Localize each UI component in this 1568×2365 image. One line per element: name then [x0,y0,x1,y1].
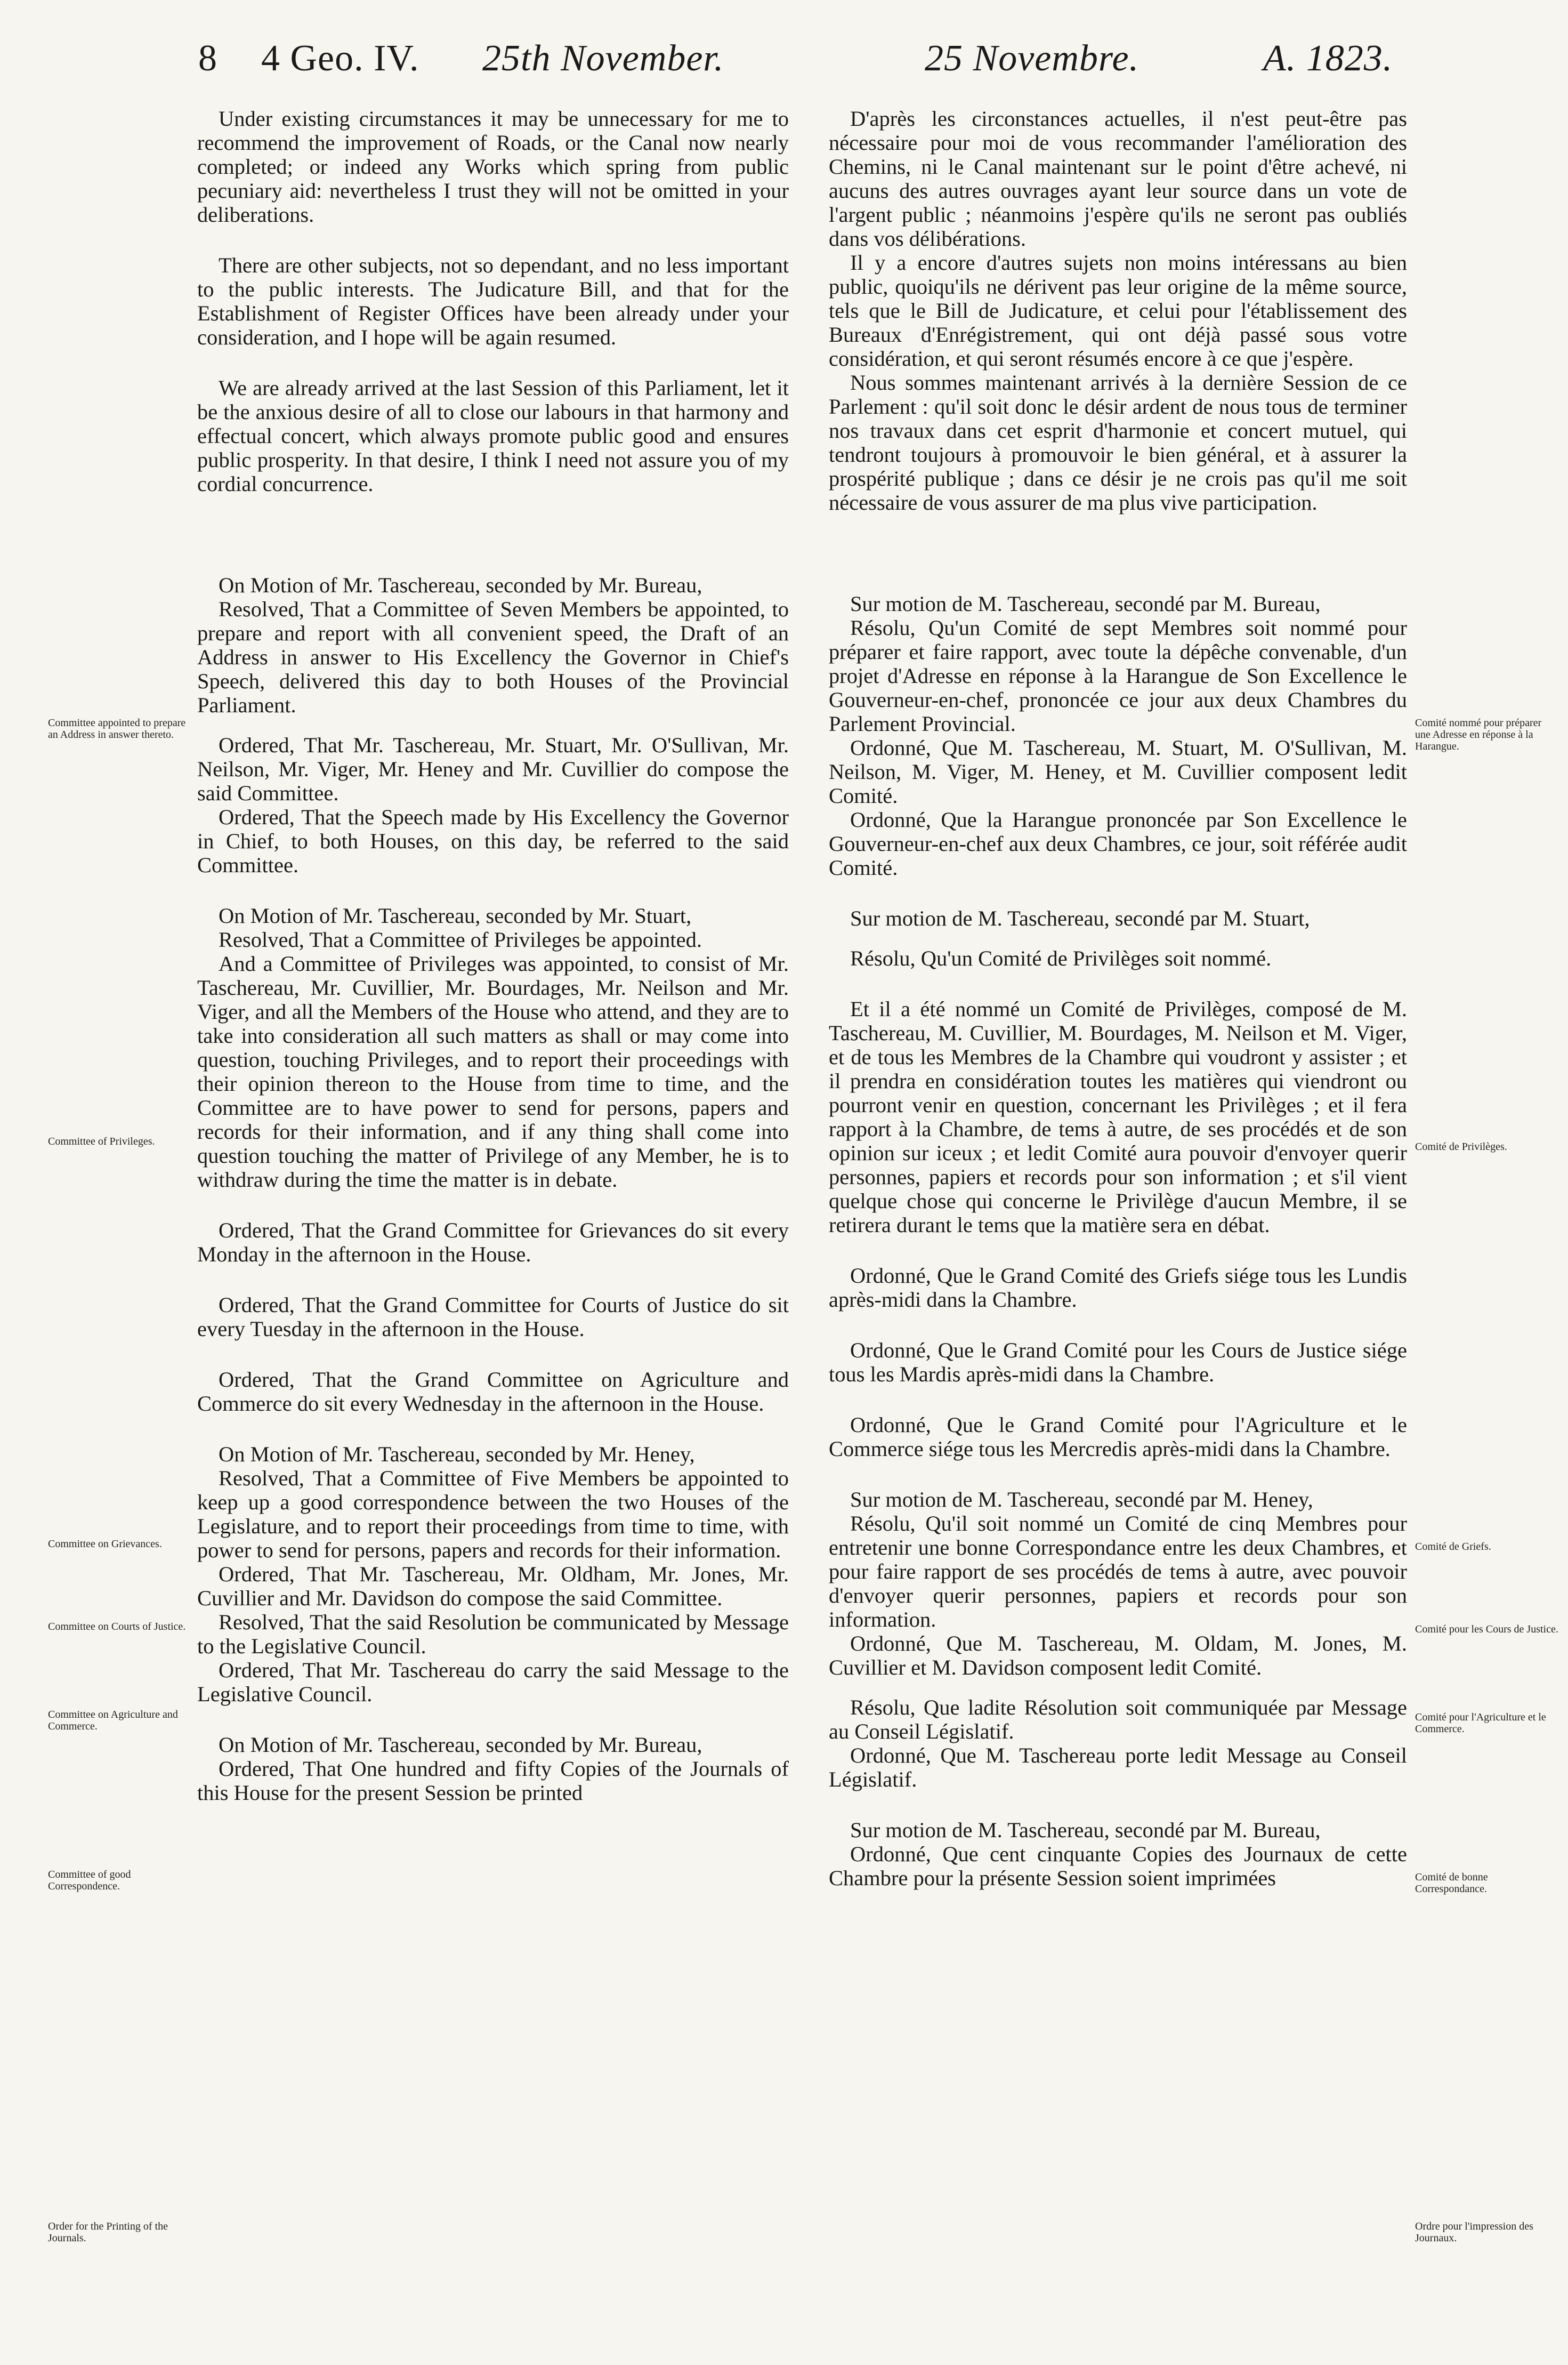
margin-note-grievances: Committee on Grievances. [48,1538,162,1550]
en-para: Resolved, That a Committee of Privileges be appointed. [219,928,702,952]
en-para: On Motion of Mr. Taschereau, seconded by Mr. Stuart, [219,904,692,928]
margin-note-fr-courts: Comité pour les Cours de Justice. [1415,1623,1558,1635]
en-para: On Motion of Mr. Taschereau, seconded by Mr. Heney, [219,1442,695,1466]
fr-para: Sur motion de M. Taschereau, secondé par M. Heney, [850,1487,1313,1511]
fr-para: Ordonné, Que la Harangue prononcée par Son Excellence le Gouverneur-en-chef aux deux Chambres, ce jour, soit référée audit Comité. [829,808,1407,880]
fr-para: Sur motion de M. Taschereau, secondé par M. Bureau, [850,592,1321,616]
fr-para: Ordonné, Que M. Taschereau, M. Oldam, M. Jones, M. Cuvillier et M. Davidson composent ledit Comité. [829,1631,1407,1679]
margin-note-journals: Order for the Printing of the Journals. [48,2221,168,2244]
en-para: Resolved, That the said Resolution be communicated by Message to the Legislative Council. [197,1610,789,1658]
margin-note-courts: Committee on Courts of Justice. [48,1621,186,1632]
fr-para: D'après les circonstances actuelles, il n'est peut-être pas nécessaire pour moi de vous recommander l'amélioration des Chemins, ni le Canal maintenant sur le point d'être achevé, ni aucuns des autres ouvrages ayant leur source dans un vote de l'argent public ; néanmoins j'espère qu'ils ne seront pas oubliés dans vos délibérations. [829,107,1407,251]
french-column [829,107,1407,1890]
en-para: Ordered, That One hundred and fifty Copies of the Journals of this House for the present Session be printed [197,1757,789,1805]
fr-para: Ordonné, Que M. Taschereau porte ledit Message au Conseil Législatif. [829,1743,1407,1791]
fr-para: Résolu, Que ladite Résolution soit communiquée par Message au Conseil Législatif. [829,1695,1407,1743]
en-para: Under existing circumstances it may be unnecessary for me to recommend the improvement of Roads, or the Canal now nearly completed; or indeed any Works which spring from public pecuniary aid: nevertheless I trust they will not be omitted in your deliberations. [197,107,789,227]
margin-note-fr-privileges: Comité de Privilèges. [1415,1141,1507,1153]
date-french-text: 25 Novembre. [925,38,1139,79]
en-para: Ordered, That the Grand Committee for Grievances do sit every Monday in the afternoon in the House. [197,1218,789,1266]
en-para: Ordered, That the Grand Committee for Courts of Justice do sit every Tuesday in the afternoon in the House. [197,1293,789,1341]
margin-note-fr-journals: Ordre pour l'impression des Journaux. [1415,2221,1533,2244]
en-para: Resolved, That a Committee of Five Members be appointed to keep up a good correspondence between the two Houses of the Legislature, and to report their proceedings from time to time, with power to send for persons, papers and records for their information. [197,1466,789,1562]
margin-note-fr-agriculture: Comité pour l'Agriculture et le Commerce. [1415,1711,1546,1735]
en-para: Ordered, That Mr. Taschereau, Mr. Oldham, Mr. Jones, Mr. Cuvillier and Mr. Davidson do compose the said Committee. [197,1562,789,1610]
en-para: Resolved, That a Committee of Seven Members be appointed, to prepare and report with all convenient speed, the Draft of an Address in answer to His Excellency the Governor in Chief's Speech, delivered this day to both Houses of the Provincial Parliament. [197,597,789,717]
margin-note-correspondence: Committee of good Correspondence. [48,1869,131,1892]
fr-para: Et il a été nommé un Comité de Privilèges, composé de M. Taschereau, M. Cuvillier, M. Bourdages, M. Neilson et M. Viger, et de tous les Membres de la Chambre qui voudront y assister ; et il prendra en considération toutes les matières qui viendront ou pourront venir en question, concernant les Privilèges ; et il fera rapport à la Chambre, de tems à autre, de ses procédés et de son opinion sur iceux ; et ledit Comité aura pouvoir d'envoyer querir personnes, papiers et records pour son information ; et s'il vient quelque chose qui concerne le Privilège d'aucun Membre, il se retirera durant le tems que la matière sera en débat. [829,997,1407,1237]
fr-para: Sur motion de M. Taschereau, secondé par M. Bureau, [850,1818,1321,1842]
fr-para: Ordonné, Que le Grand Comité pour l'Agriculture et le Commerce siége tous les Mercredis après-midi dans la Chambre. [829,1413,1407,1461]
en-para: Ordered, That the Speech made by His Excellency the Governor in Chief, to both Houses, on this day, be referred to the said Committee. [197,805,789,877]
fr-para: Ordonné, Que le Grand Comité pour les Cours de Justice siége tous les Mardis après-midi dans la Chambre. [829,1338,1407,1386]
margin-note-agriculture: Committee on Agriculture and Commerce. [48,1709,178,1732]
fr-para: Résolu, Qu'un Comité de sept Membres soit nommé pour préparer et faire rapport, avec toute la dépêche convenable, d'un projet d'Adresse en réponse à la Harangue de Son Excellence le Gouverneur-en-chef, prononcée ce jour aux deux Chambres du Parlement Provincial. [829,616,1407,736]
year-text: A. 1823. [1263,38,1393,79]
margin-note-privileges: Committee of Privileges. [48,1136,155,1147]
en-para: On Motion of Mr. Taschereau, seconded by Mr. Bureau, [219,1733,702,1757]
en-para: We are already arrived at the last Session of this Parliament, let it be the anxious desire of all to close our labours in that harmony and effectual concert, which always promote public good and ensures public prosperity. In that desire, I think I need not assure you of my cordial concurrence. [197,376,789,496]
en-para: And a Committee of Privileges was appointed, to consist of Mr. Taschereau, Mr. Cuvillier, Mr. Bourdages, Mr. Neilson and Mr. Viger, and all the Members of the House who attend, and they are to take into consideration all such matters as shall or may come into question, touching Privileges, and to report their proceedings with their opinion thereon to the House from time to time, and the Committee are to have power to send for persons, papers and records for their information, and if any thing shall come into question touching the matter of Privilege of any Member, he is to withdraw during the time the matter is in debate. [197,952,789,1192]
date-french [925,37,1139,80]
date-english-text: 25th November. [482,38,724,79]
date-english [482,37,724,80]
margin-note-fr-griefs: Comité de Griefs. [1415,1541,1491,1552]
fr-para: Nous sommes maintenant arrivés à la dernière Session de ce Parlement : qu'il soit donc le désir ardent de nous tous de terminer nos travaux dans cet esprit d'harmonie et concert mutuel, qui tendront toujours à promouvoir le bien général, et à assurer la prospérité publique ; dans ce désir je ne crois pas qu'il me soit nécessaire de vous assurer de ma plus vive participation. [829,371,1407,514]
english-column [197,107,789,1805]
fr-para: Sur motion de M. Taschereau, secondé par M. Stuart, [850,906,1310,930]
fr-para: Résolu, Qu'un Comité de Privilèges soit nommé. [850,946,1272,970]
page-number: 8 [198,38,217,79]
fr-para: Ordonné, Que M. Taschereau, M. Stuart, M. O'Sullivan, M. Neilson, M. Viger, M. Heney, et M. Cuvillier composent ledit Comité. [829,736,1407,808]
margin-note-address-committee: Committee appointed to prepare an Address in answer thereto. [48,717,186,741]
en-para: On Motion of Mr. Taschereau, seconded by Mr. Bureau, [219,573,702,597]
en-para: There are other subjects, not so dependant, and no less important to the public interests. The Judicature Bill, and that for the Establishment of Register Offices have been already under your consideration, and I hope will be again resumed. [197,253,789,349]
en-para: Ordered, That the Grand Committee on Agriculture and Commerce do sit every Wednesday in the afternoon in the House. [197,1367,789,1415]
en-para: Ordered, That Mr. Taschereau, Mr. Stuart, Mr. O'Sullivan, Mr. Neilson, Mr. Viger, Mr. Heney and Mr. Cuvillier do compose the said Committee. [197,733,789,805]
en-para: Ordered, That Mr. Taschereau do carry the said Message to the Legislative Council. [197,1658,789,1706]
fr-para: Il y a encore d'autres sujets non moins intéressans au bien public, quoiqu'ils ne dérivent pas leur origine de la même source, tels que le Bill de Judicature, et celui pour l'établissement des Bureaux d'Enrégistrement, qui ont déjà passé sous votre considération, et qui seront résumés encore à ce que j'espère. [829,251,1407,371]
margin-note-fr-correspondence: Comité de bonne Correspondance. [1415,1871,1488,1895]
fr-para: Ordonné, Que cent cinquante Copies des Journaux de cette Chambre pour la présente Session soient imprimées [829,1842,1407,1890]
year-label [1263,37,1393,80]
fr-para: Ordonné, Que le Grand Comité des Griefs siége tous les Lundis après-midi dans la Chambre. [829,1264,1407,1312]
reign-label: 4 Geo. IV. [261,38,419,79]
margin-note-fr-address: Comité nommé pour préparer une Adresse en réponse à la Harangue. [1415,717,1542,752]
fr-para: Résolu, Qu'il soit nommé un Comité de cinq Membres pour entretenir une bonne Correspondance entre les deux Chambres, et pour faire rapport de ses procédés de tems à autre, avec pouvoir d'envoyer querir personnes, papiers et records pour son information. [829,1511,1407,1631]
